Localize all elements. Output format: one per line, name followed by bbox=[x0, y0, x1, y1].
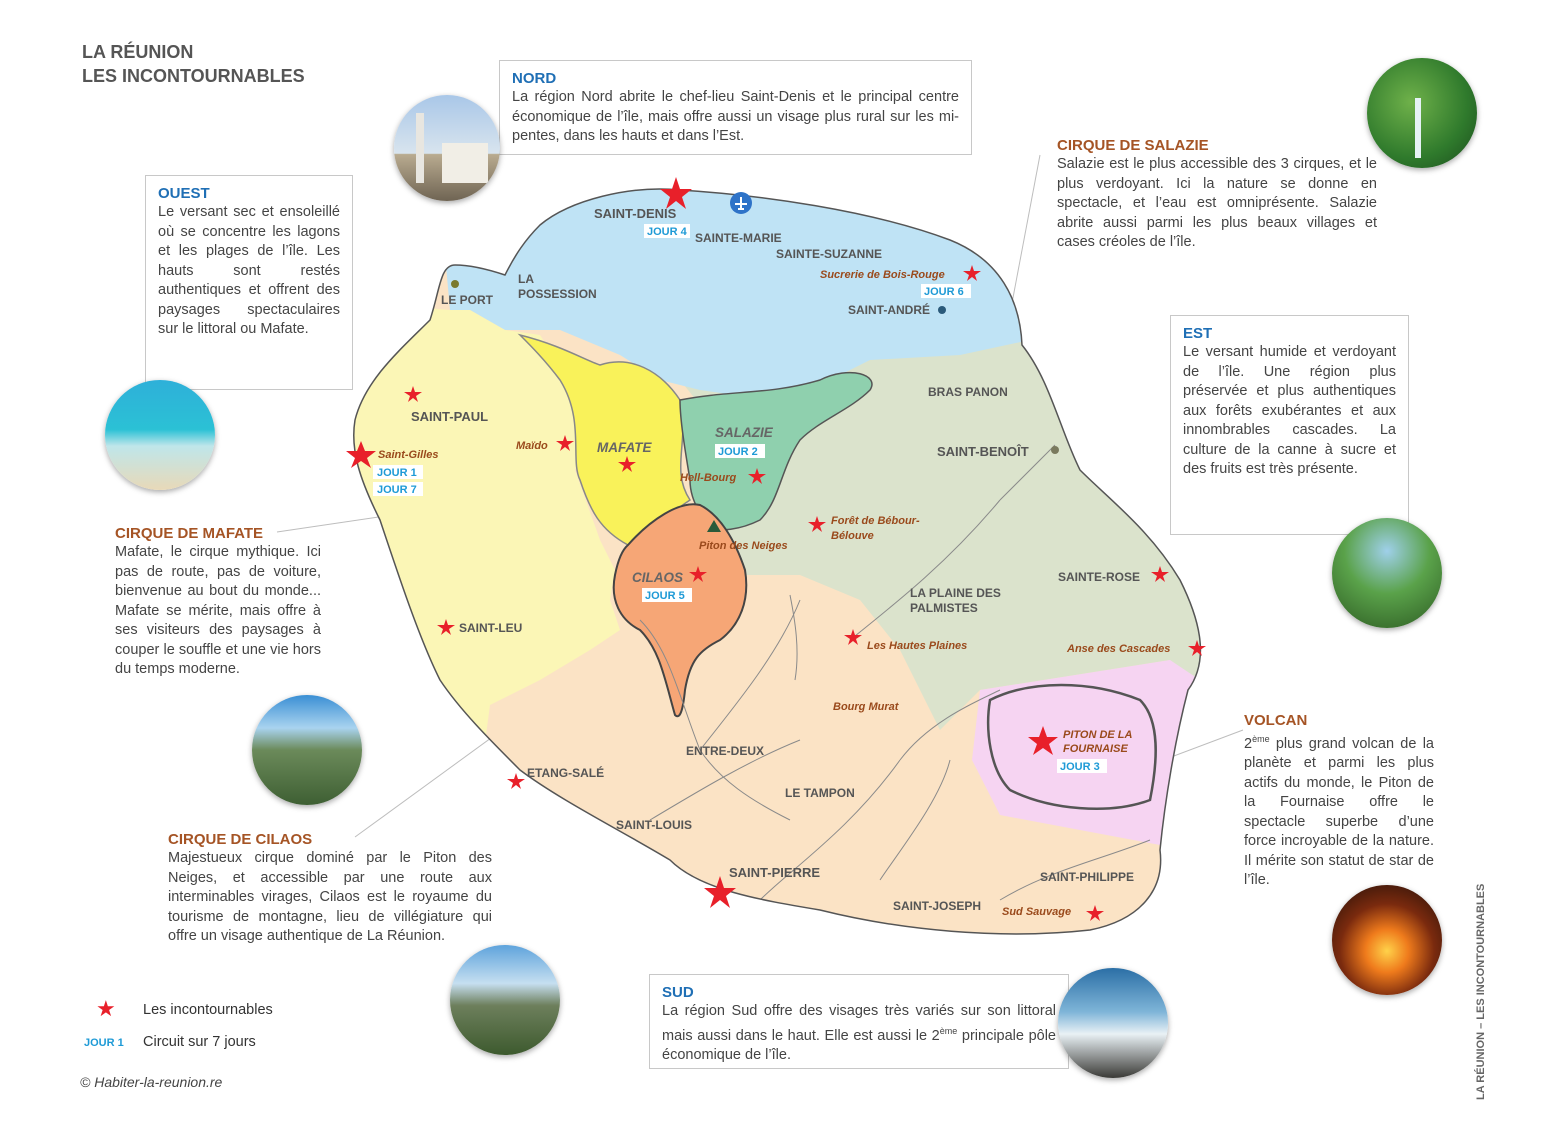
info-mafate bbox=[115, 524, 321, 680]
town-saint-louis: SAINT-LOUIS bbox=[616, 818, 693, 832]
poi-bourg-murat: Bourg Murat bbox=[833, 701, 899, 713]
text-mafate: Mafate, le cirque mythique. Ici pas de route, pas de voiture, bienvenue au bout du monde... Mafate se mérite, mais offre à ses visiteurs des paysages à couper le souffle et une vie hors du temps moderne. bbox=[115, 544, 321, 677]
label-mafate: MAFATE bbox=[597, 440, 652, 455]
volcan-lead: 2 bbox=[1244, 735, 1253, 752]
heading-ouest: OUEST bbox=[158, 185, 210, 202]
text-est: Le versant humide et verdoyant de l’île. Une région plus préservée et plus authentiques aux forêts exubérantes et aux innombrables cascades. La culture de la canne à sucre et des fruits est très présente. bbox=[1183, 344, 1396, 477]
photo-volcan bbox=[1332, 885, 1442, 995]
poi-foret-2: Bélouve bbox=[831, 530, 874, 542]
heading-nord: NORD bbox=[512, 70, 557, 87]
label-salazie: SALAZIE bbox=[715, 425, 773, 440]
town-sainte-marie: SAINTE-MARIE bbox=[695, 231, 782, 245]
side-label: LA RÉUNION – LES INCONTOURNABLES bbox=[1475, 883, 1487, 1100]
label-cilaos: CILAOS bbox=[632, 570, 684, 585]
text-salazie: Salazie est le plus accessible des 3 cirques, et le plus verdoyant. Ici la nature se donne en spectacle, et l’eau est omniprésente. Salazie abrite aussi parmi les plus beaux villages et cases créoles de l’île. bbox=[1057, 156, 1377, 250]
town-saint-denis: SAINT-DENIS bbox=[594, 206, 677, 221]
heading-cilaos: CIRQUE DE CILAOS bbox=[168, 831, 313, 848]
photo-cilaos bbox=[450, 945, 560, 1055]
text-nord: La région Nord abrite le chef-lieu Saint-Denis et le principal centre économique de l’île, mais offre aussi un visage plus rural sur les mi-pentes, dans les hauts et dans l’Est. bbox=[512, 89, 959, 144]
legend-star-icon: ★ bbox=[96, 996, 116, 1021]
town-le-port: LE PORT bbox=[441, 293, 494, 307]
jour-5: JOUR 5 bbox=[645, 590, 685, 602]
info-volcan bbox=[1244, 711, 1434, 891]
jour-4: JOUR 4 bbox=[647, 226, 687, 238]
town-sainte-rose: SAINTE-ROSE bbox=[1058, 570, 1141, 584]
jour-7: JOUR 7 bbox=[377, 484, 417, 496]
town-la: LA bbox=[518, 272, 534, 286]
jour-3: JOUR 3 bbox=[1060, 761, 1100, 773]
photo-nord bbox=[394, 95, 500, 201]
photo-mafate bbox=[252, 695, 362, 805]
info-box-sud bbox=[649, 974, 1069, 1069]
heading-mafate: CIRQUE DE MAFATE bbox=[115, 525, 264, 542]
jour-1: JOUR 1 bbox=[377, 467, 417, 479]
legend-star-label: Les incontournables bbox=[143, 1002, 273, 1018]
poi-maido: Maïdo bbox=[516, 440, 548, 452]
town-plaine-1: LA PLAINE DES bbox=[910, 586, 1001, 600]
sud-text-b: principale pôle économique de l’île. bbox=[662, 1027, 1057, 1063]
town-saint-philippe: SAINT-PHILIPPE bbox=[1040, 870, 1135, 884]
town-saint-leu: SAINT-LEU bbox=[459, 621, 523, 635]
town-saint-paul: SAINT-PAUL bbox=[411, 409, 489, 424]
town-saint-pierre: SAINT-PIERRE bbox=[729, 865, 821, 880]
town-bras-panon: BRAS PANON bbox=[928, 385, 1008, 399]
volcan-sup: ème bbox=[1252, 734, 1270, 744]
town-plaine-2: PALMISTES bbox=[910, 601, 978, 615]
town-sainte-suzanne: SAINTE-SUZANNE bbox=[776, 247, 883, 261]
info-salazie bbox=[1057, 136, 1377, 253]
photo-sud bbox=[1058, 968, 1168, 1078]
town-le-tampon: LE TAMPON bbox=[785, 786, 855, 800]
info-cilaos bbox=[168, 830, 492, 947]
title-line-2: LES INCONTOURNABLES bbox=[82, 66, 305, 86]
jour-2: JOUR 2 bbox=[718, 446, 758, 458]
info-box-ouest bbox=[145, 175, 353, 390]
sud-sup: ème bbox=[939, 1025, 958, 1036]
text-ouest: Le versant sec et ensoleillé où se concentre les lagons et les plages de l’île. Les hauts sont restés authentiques et offrent des paysages spectaculaires sur le littoral ou Mafate. bbox=[158, 204, 340, 337]
photo-est bbox=[1332, 518, 1442, 628]
town-saint-benoit: SAINT-BENOÎT bbox=[937, 444, 1029, 459]
legend-jour-label: Circuit sur 7 jours bbox=[143, 1034, 256, 1050]
text-sud bbox=[662, 1002, 1056, 1065]
info-box-nord bbox=[499, 60, 972, 155]
airport-icon bbox=[730, 192, 752, 214]
legend-jour-tag: JOUR 1 bbox=[84, 1037, 124, 1049]
poi-piton-neiges: Piton des Neiges bbox=[699, 540, 788, 552]
volcan-body: plus grand volcan de la planète et parmi les plus actifs du monde, le Piton de la Fournaise offre le spectacle superbe d’une force incroyable de la nature. Il mérite son statut de star de l’île. bbox=[1244, 735, 1434, 889]
poi-anse: Anse des Cascades bbox=[1067, 643, 1171, 655]
town-saint-joseph: SAINT-JOSEPH bbox=[893, 899, 982, 913]
info-box-est bbox=[1170, 315, 1409, 535]
poi-sucrerie: Sucrerie de Bois-Rouge bbox=[820, 269, 945, 281]
heading-est: EST bbox=[1183, 325, 1213, 342]
title-line-1: LA RÉUNION bbox=[82, 42, 194, 62]
town-entre-deux: ENTRE-DEUX bbox=[686, 744, 765, 758]
sud-text-a: La région Sud offre des visages très variés sur son littoral mais aussi dans le haut. Elle est aussi le 2 bbox=[662, 1003, 1056, 1044]
poi-saint-gilles: Saint-Gilles bbox=[378, 449, 439, 461]
poi-hautes-plaines: Les Hautes Plaines bbox=[867, 640, 968, 652]
town-possession: POSSESSION bbox=[518, 287, 597, 301]
photo-ouest bbox=[105, 380, 215, 490]
text-cilaos: Majestueux cirque dominé par le Piton des Neiges, et accessible par une route aux interminables virages, Cilaos est le royaume du tourisme de montagne, lieu de villégiature qui offre un visage authentique de La Réunion. bbox=[168, 850, 492, 944]
town-etang-sale: ETANG-SALÉ bbox=[527, 766, 605, 780]
photo-salazie bbox=[1367, 58, 1477, 168]
heading-salazie: CIRQUE DE SALAZIE bbox=[1057, 137, 1209, 154]
text-volcan bbox=[1244, 730, 1434, 891]
heading-volcan: VOLCAN bbox=[1244, 712, 1308, 729]
copyright: © Habiter-la-reunion.re bbox=[80, 1074, 223, 1090]
poi-sud-sauvage: Sud Sauvage bbox=[1002, 906, 1072, 918]
poi-hell-bourg: Hell-Bourg bbox=[680, 472, 737, 484]
town-saint-andre: SAINT-ANDRÉ bbox=[848, 303, 931, 317]
heading-sud: SUD bbox=[662, 984, 694, 1001]
poi-fournaise-1: PITON DE LA bbox=[1063, 729, 1133, 741]
star-etang-sale bbox=[507, 773, 525, 789]
jour-6: JOUR 6 bbox=[924, 286, 964, 298]
poi-foret-1: Forêt de Bébour- bbox=[831, 515, 920, 527]
poi-fournaise-2: FOURNAISE bbox=[1063, 743, 1128, 755]
